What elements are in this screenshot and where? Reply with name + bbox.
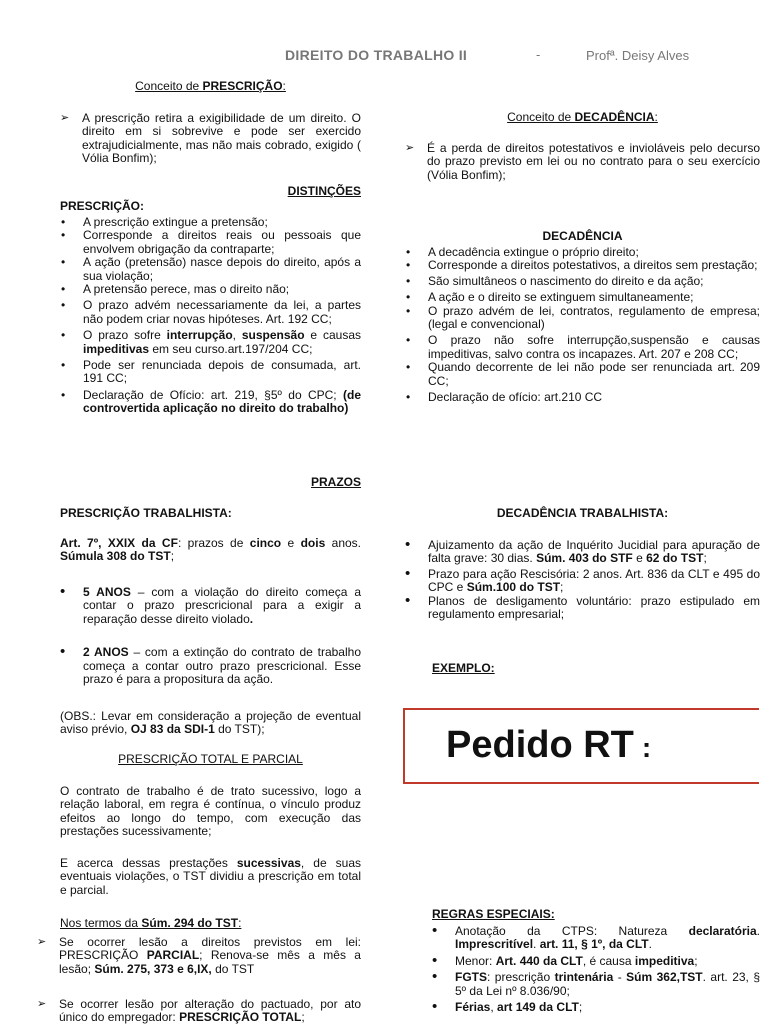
arrow-bullet-icon: ➢ [37, 998, 47, 1010]
prescricao-heading: PRESCRIÇÃO: [60, 199, 145, 213]
regras-especiais-list [432, 925, 760, 1014]
list-item: • 2 ANOS – com a extinção do contrato de trabalho começa a contar outro prazo prescricional. Esse prazo é para a propositura da ação. [60, 646, 361, 686]
art7-paragraph: Art. 7º, XXIX da CF: prazos de cinco e dois anos. Súmula 308 do TST; [60, 536, 362, 564]
list-item: • A pretensão perece, mas o direito não; [60, 283, 361, 296]
decadencia-heading: DECADÊNCIA [542, 229, 623, 243]
list-item: • Corresponde a direitos potestativos, a direitos sem prestação; [405, 259, 760, 272]
prescricao-list [60, 216, 361, 416]
prescricao-trabalhista-heading: PRESCRIÇÃO TRABALHISTA: [60, 506, 232, 520]
list-item: • São simultâneos o nascimento do direito e da ação; [405, 275, 760, 288]
decadencia-trabalhista-list [405, 539, 760, 621]
prescricao-total-item: ➢ Se ocorrer lesão por alteração do pactuado, por ato único do empregador: PRESCRIÇÃO TOTAL; [37, 997, 361, 1025]
list-item: • A ação (pretensão) nasce depois do direito, após a sua violação; [60, 256, 361, 283]
prescricao-concept-heading: Conceito de PRESCRIÇÃO: [135, 79, 286, 93]
trato-sucessivo-paragraph: O contrato de trabalho é de trato sucessivo, logo a relação laboral, em regra é contínua, o vínculo produz efeitos ao longo do tempo, com execução das prestações sucessivamente; [60, 784, 361, 839]
total-parcial-heading: PRESCRIÇÃO TOTAL E PARCIAL [118, 752, 303, 766]
header-separator: - [536, 47, 541, 62]
list-item: • O prazo sofre interrupção, suspensão e causas impeditivas em seu curso.art.197/204 CC; [60, 329, 361, 356]
obs-paragraph: (OBS.: Levar em consideração a projeção de eventual aviso prévio, OJ 83 da SDI-1 do TST); [60, 709, 361, 737]
decadencia-concept: ➢ É a perda de direitos potestativos e invioláveis pelo decurso do prazo previsto em lei ou no contrato para o seu exercício (Vólia Bonfim); [405, 141, 760, 182]
exemplo-heading: EXEMPLO: [432, 661, 495, 675]
list-item: • Anotação da CTPS: Natureza declaratória. Imprescritível. art. 11, § 1º, da CLT. [432, 925, 760, 952]
list-item: • Declaração de Ofício: art. 219, §5º do CPC; (de controvertida aplicação no direito do trabalho) [60, 389, 361, 416]
list-item: • Férias, art 149 da CLT; [432, 1001, 760, 1014]
list-item: • FGTS: prescrição trintenária - Súm 362,TST. art. 23, § 5º da Lei nº 8.036/90; [432, 971, 760, 998]
page-header [0, 47, 768, 65]
prazos-list [60, 586, 361, 686]
sucessivas-paragraph: E acerca dessas prestações sucessivas, de suas eventuais violações, o TST dividiu a prescrição em total e parcial. [60, 856, 362, 897]
list-item: • Quando decorrente de lei não pode ser renunciada art. 209 CC; [405, 361, 760, 388]
prazos-heading: PRAZOS [310, 475, 361, 489]
list-item: • Menor: Art. 440 da CLT, é causa impeditiva; [432, 955, 760, 968]
decadencia-concept-heading: Conceito de DECADÊNCIA: [507, 110, 658, 124]
prescricao-parcial-item: ➢ Se ocorrer lesão a direitos previstos em lei: PRESCRIÇÃO PARCIAL; Renova-se mês a mês a lesão; Súm. 275, 373 e 6,IX, do TST [37, 935, 361, 976]
arrow-bullet-icon: ➢ [37, 936, 47, 948]
list-item: • O prazo não sofre interrupção,suspensão e causas impeditivas, salvo contra os incapazes. Art. 207 e 208 CC; [405, 334, 760, 361]
sumula-294-heading: Nos termos da Súm. 294 do TST: [60, 916, 242, 930]
course-title: DIREITO DO TRABALHO II [285, 47, 468, 63]
arrow-bullet-icon: ➢ [60, 112, 70, 124]
decadencia-list [405, 246, 760, 404]
decadencia-trabalhista-heading: DECADÊNCIA TRABALHISTA: [496, 506, 669, 520]
regras-especiais-heading: REGRAS ESPECIAIS: [432, 907, 555, 921]
list-item: • 5 ANOS – com a violação do direito começa a contar o prazo prescricional para a exigir a reparação desse direito violado. [60, 586, 361, 626]
list-item: • A prescrição extingue a pretensão; [60, 216, 361, 229]
example-title: Pedido RT : [446, 724, 652, 766]
prescricao-concept: ➢ A prescrição retira a exigibilidade de um direito. O direito em si sobrevive e pode ser exercido extrajudicialmente, mas não mais cobrado, exigido ( Vólia Bonfim); [60, 111, 361, 166]
list-item: • O prazo advém de lei, contratos, regulamento de empresa; (legal e convencional) [405, 305, 760, 332]
list-item: • Corresponde a direitos reais ou pessoais que envolvem obrigação da contraparte; [60, 229, 361, 256]
author-name: Profª. Deisy Alves [586, 48, 690, 63]
list-item: • O prazo advém necessariamente da lei, a partes não podem criar novas hipóteses. Art. 192 CC; [60, 299, 361, 326]
list-item: • Pode ser renunciada depois de consumada, art. 191 CC; [60, 359, 361, 386]
list-item: • Ajuizamento da ação de Inquérito Jucidial para apuração de falta grave: 30 dias. Súm. 403 do STF e 62 do TST; [405, 539, 760, 566]
list-item: • Planos de desligamento voluntário: prazo estipulado em regulamento empresarial; [405, 595, 760, 622]
list-item: • Prazo para ação Rescisória: 2 anos. Art. 836 da CLT e 495 do CPC e Súm.100 do TST; [405, 568, 760, 595]
list-item: • Declaração de ofício: art.210 CC [405, 391, 760, 404]
list-item: • A decadência extingue o próprio direito; [405, 246, 760, 259]
list-item: • A ação e o direito se extinguem simultaneamente; [405, 291, 760, 304]
arrow-bullet-icon: ➢ [405, 142, 415, 154]
distincoes-heading: DISTINÇÕES [287, 184, 361, 198]
example-box [403, 708, 759, 784]
